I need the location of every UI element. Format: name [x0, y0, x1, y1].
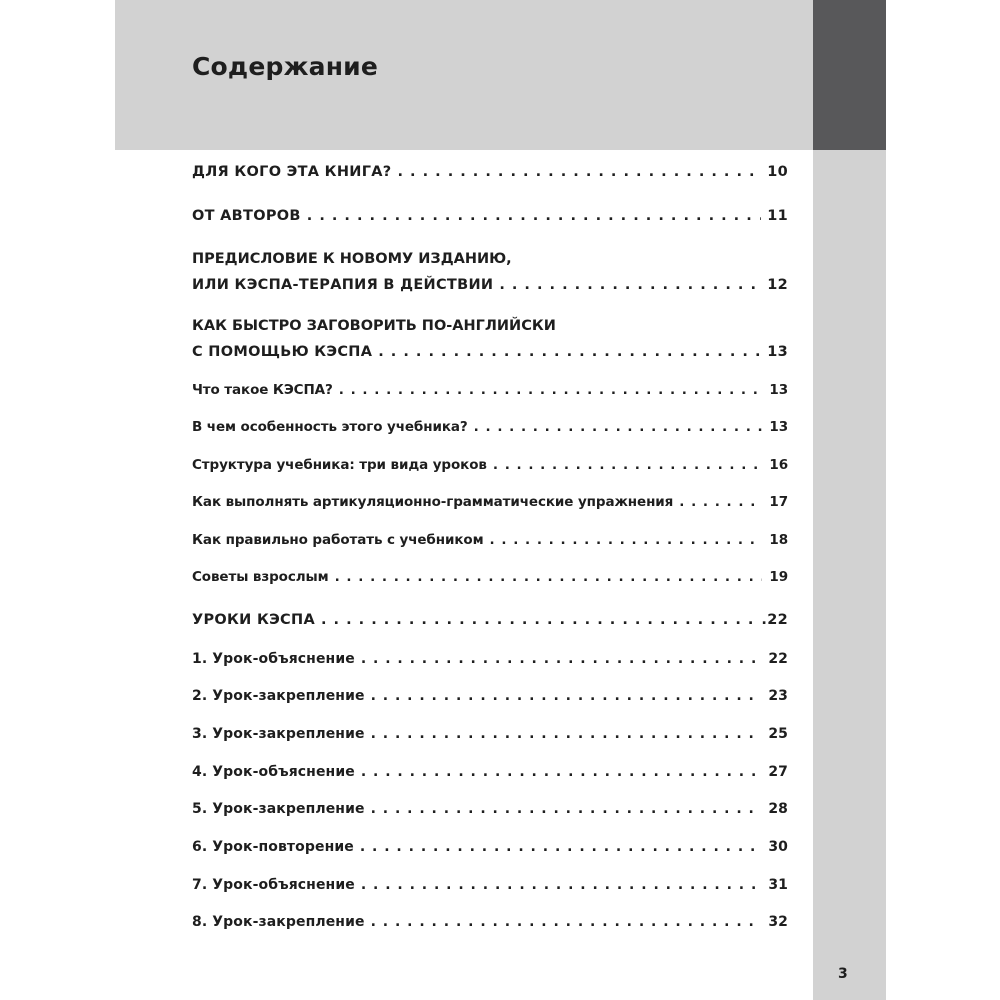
toc-page-number: 10 [767, 164, 788, 180]
toc-entry-label: 1. Урок-объяснение [192, 651, 355, 667]
toc-lesson[interactable] [192, 650, 788, 668]
toc-entry-label: С ПОМОЩЬЮ КЭСПА [192, 344, 373, 360]
dot-leader [679, 493, 762, 511]
dot-leader [397, 163, 761, 181]
toc-page-number: 11 [767, 208, 788, 224]
toc-subentry[interactable] [192, 531, 788, 549]
dot-leader [339, 381, 762, 399]
dot-leader [307, 207, 761, 225]
dot-leader [371, 913, 762, 931]
page-number: 3 [838, 966, 848, 982]
toc-subentry[interactable] [192, 418, 788, 436]
toc-entry-preface[interactable] [192, 250, 788, 294]
toc-entry-label: 2. Урок-закрепление [192, 688, 365, 704]
toc-lesson[interactable] [192, 725, 788, 743]
toc-lesson[interactable] [192, 800, 788, 818]
toc-lesson[interactable] [192, 763, 788, 781]
toc-entry-label-line1: КАК БЫСТРО ЗАГОВОРИТЬ ПО-АНГЛИЙСКИ [192, 318, 556, 334]
toc-page-number: 17 [769, 494, 788, 510]
toc-entry-for-whom[interactable] [192, 163, 788, 181]
chapter-tab [813, 0, 886, 150]
toc-page-number: 16 [769, 457, 788, 473]
dot-leader [335, 568, 762, 586]
toc-entry-label: 3. Урок-закрепление [192, 726, 365, 742]
toc-subentry[interactable] [192, 568, 788, 586]
toc-entry-label: Что такое КЭСПА? [192, 382, 333, 398]
toc-page-number: .22 [761, 612, 788, 628]
toc-page-number: 25 [768, 726, 788, 742]
toc-entry-label: 8. Урок-закрепление [192, 914, 365, 930]
toc-subentry[interactable] [192, 381, 788, 399]
toc-page-number: 18 [769, 532, 788, 548]
toc-entry-label: УРОКИ КЭСПА [192, 612, 315, 628]
toc-page-number: 13 [769, 382, 788, 398]
toc-page-number: 13 [767, 344, 788, 360]
dot-leader [378, 343, 761, 361]
toc-subentry[interactable] [192, 493, 788, 511]
toc-page-number: 22 [768, 651, 788, 667]
toc-lesson[interactable] [192, 838, 788, 856]
toc-entry-label: Советы взрослым [192, 569, 329, 585]
toc-page-number: 12 [767, 277, 788, 293]
toc-page-number: 27 [768, 764, 788, 780]
dot-leader [361, 763, 762, 781]
toc-page-number: 23 [768, 688, 788, 704]
toc-lesson[interactable] [192, 876, 788, 894]
dot-leader [499, 276, 761, 294]
toc-entry-label: 7. Урок-объяснение [192, 877, 355, 893]
toc-lesson[interactable] [192, 913, 788, 931]
dot-leader [493, 456, 762, 474]
toc-entry-label: ОТ АВТОРОВ [192, 208, 301, 224]
toc-page-number: 28 [768, 801, 788, 817]
toc-entry-lessons[interactable] [192, 611, 788, 629]
toc-entry-label: Как выполнять артикуляционно-грамматические упражнения [192, 494, 674, 510]
toc-entry-label: ДЛЯ КОГО ЭТА КНИГА? [192, 164, 392, 180]
toc-page-number: 32 [768, 914, 788, 930]
dot-leader [371, 800, 762, 818]
dot-leader [361, 876, 762, 894]
dot-leader [361, 650, 762, 668]
toc-entry-label: Как правильно работать с учебником [192, 532, 484, 548]
toc-entry-label: ИЛИ КЭСПА-ТЕРАПИЯ В ДЕЙСТВИИ [192, 277, 494, 293]
toc-entry-how-to-speak[interactable] [192, 317, 788, 361]
toc-entry-label: В чем особенность этого учебника? [192, 419, 468, 435]
toc-entry-label: 5. Урок-закрепление [192, 801, 365, 817]
toc-entry-label: 6. Урок-повторение [192, 839, 354, 855]
toc-page-number: 30 [768, 839, 788, 855]
toc-lesson[interactable] [192, 687, 788, 705]
toc-entry-label: 4. Урок-объяснение [192, 764, 355, 780]
toc-subentry[interactable] [192, 456, 788, 474]
dot-leader [360, 838, 762, 856]
dot-leader [490, 531, 762, 549]
toc-page-number: 31 [768, 877, 788, 893]
toc-entry-label: Структура учебника: три вида уроков [192, 457, 487, 473]
toc-entry-from-authors[interactable] [192, 207, 788, 225]
dot-leader [474, 418, 762, 436]
side-strip [813, 150, 886, 1000]
dot-leader [371, 687, 762, 705]
toc-page-number: 19 [769, 569, 788, 585]
toc-page-number: 13 [769, 419, 788, 435]
dot-leader [321, 611, 761, 629]
toc-entry-label-line1: ПРЕДИСЛОВИЕ К НОВОМУ ИЗДАНИЮ, [192, 251, 512, 267]
dot-leader [371, 725, 762, 743]
page-title: Содержание [192, 52, 379, 81]
